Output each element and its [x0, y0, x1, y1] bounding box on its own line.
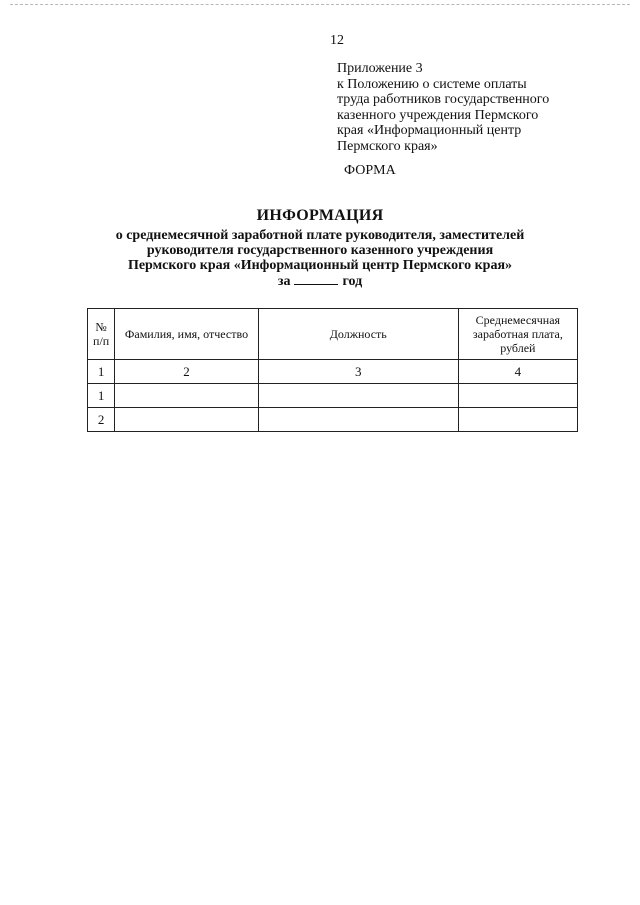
row-number: 1	[88, 384, 115, 408]
salary-cell[interactable]	[458, 408, 577, 432]
subheading-line: о среднемесячной заработной плате руководителя, заместителей	[115, 228, 525, 243]
page-number: 12	[330, 33, 344, 48]
appendix-block	[337, 61, 617, 155]
position-cell[interactable]	[258, 408, 458, 432]
salary-info-table	[87, 308, 578, 432]
table-row	[88, 408, 578, 432]
appendix-line: Пермского края»	[337, 138, 438, 154]
full-name-cell[interactable]	[115, 408, 258, 432]
column-number: 3	[258, 360, 458, 384]
header-position: Должность	[258, 309, 458, 360]
year-suffix: год	[342, 274, 363, 290]
position-cell[interactable]	[258, 384, 458, 408]
subheading-line: Пермского края «Информационный центр Пермского края»	[127, 257, 513, 273]
salary-cell[interactable]	[458, 384, 577, 408]
column-number: 1	[88, 360, 115, 384]
year-line	[0, 273, 640, 290]
year-blank-field[interactable]	[294, 273, 338, 285]
appendix-line: края «Информационный центр	[337, 123, 522, 139]
column-number: 2	[115, 360, 258, 384]
subheading-line: руководителя государственного казенного учреждения	[146, 242, 494, 258]
table-row	[88, 384, 578, 408]
appendix-line: к Положению о системе оплаты	[337, 76, 527, 92]
appendix-line: труда работников государственного	[337, 92, 550, 108]
full-name-cell[interactable]	[115, 384, 258, 408]
table-header-row	[88, 309, 578, 360]
appendix-line: казенного учреждения Пермского	[337, 107, 539, 123]
document-subheading	[0, 229, 640, 290]
year-prefix: за	[277, 274, 291, 290]
appendix-line: Приложение 3	[337, 61, 423, 76]
column-number: 4	[458, 360, 577, 384]
form-label: ФОРМА	[344, 163, 396, 178]
header-full-name: Фамилия, имя, отчество	[115, 309, 258, 360]
header-average-salary: Среднемесячная заработная плата, рублей	[458, 309, 577, 360]
scan-top-edge	[10, 4, 630, 6]
column-numbers-row	[88, 360, 578, 384]
header-number: № п/п	[88, 309, 115, 360]
row-number: 2	[88, 408, 115, 432]
document-heading: ИНФОРМАЦИЯ	[256, 207, 384, 224]
